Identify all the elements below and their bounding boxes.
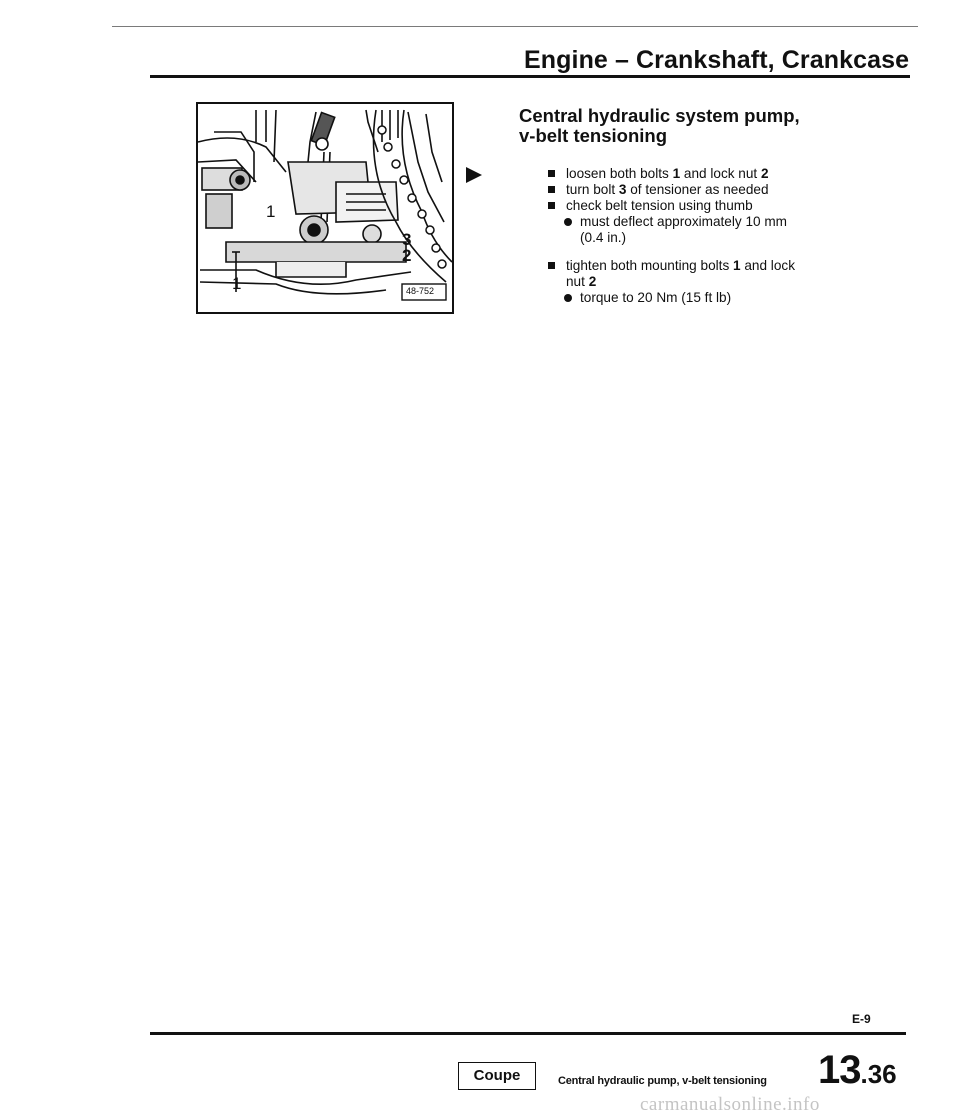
engine-illustration: [196, 102, 454, 314]
substep-torque: [564, 290, 848, 306]
section-title-line-2: v-belt tensioning: [519, 125, 667, 146]
step-text: and lock nut: [680, 166, 761, 181]
figure-label-nut-2: 2: [402, 246, 412, 265]
substep-text: (0.4 in.): [580, 230, 627, 245]
bullet-square-icon: [548, 170, 555, 177]
step-text: and lock: [740, 258, 795, 273]
figure-label-bolt-1-lower: 1: [232, 274, 242, 293]
step-ref-bolt: 1: [733, 258, 741, 273]
step-text: turn bolt: [566, 182, 619, 197]
footer-rule: [150, 1032, 906, 1035]
step-ref-nut: 2: [760, 166, 769, 181]
watermark: carmanualsonline.info: [640, 1094, 820, 1115]
footer-caption: Central hydraulic pump, v-belt tensioning: [558, 1075, 767, 1087]
substep-text: torque to 20 Nm (15 ft lb): [580, 290, 732, 305]
header-rule: [150, 75, 910, 78]
step-ref-bolt: 3: [618, 182, 627, 197]
substep-text: must deflect approximately 10 mm: [580, 214, 788, 229]
bullet-dot-icon: [564, 218, 572, 226]
section-title: [519, 106, 859, 146]
step-text: check belt tension using thumb: [566, 198, 753, 213]
section-code: E-9: [852, 1012, 871, 1026]
step-text: nut: [566, 274, 589, 289]
substep-deflection: [564, 214, 848, 246]
figure-label-bolt-3: 3: [402, 230, 412, 249]
step-loosen-bolts: [548, 166, 848, 182]
section-title-line-1: Central hydraulic system pump,: [519, 105, 800, 126]
page-number-suffix: .36: [860, 1059, 897, 1089]
step-tighten-bolts: [548, 258, 848, 290]
bullet-square-icon: [548, 262, 555, 269]
page-number-main: 13: [818, 1048, 861, 1092]
page-title: Engine – Crankshaft, Crankcase: [524, 46, 910, 74]
step-check-tension: [548, 198, 848, 214]
figure-pointer-arrow-icon: [466, 167, 482, 183]
procedure-steps: [548, 166, 848, 306]
step-ref-nut: 2: [588, 274, 597, 289]
top-rule: [112, 26, 918, 27]
step-text: loosen both bolts: [566, 166, 673, 181]
figure-label-bolt-1: 1: [266, 202, 276, 221]
step-ref-bolt: 1: [672, 166, 681, 181]
model-badge: Coupe: [458, 1062, 536, 1090]
bullet-dot-icon: [564, 294, 572, 302]
step-text: of tensioner as needed: [626, 182, 769, 197]
step-turn-bolt: [548, 182, 848, 198]
figure-ref-code: 48-752: [406, 286, 435, 296]
page-number: [818, 1050, 897, 1094]
bullet-square-icon: [548, 186, 555, 193]
step-text: tighten both mounting bolts: [566, 258, 734, 273]
bullet-square-icon: [548, 202, 555, 209]
